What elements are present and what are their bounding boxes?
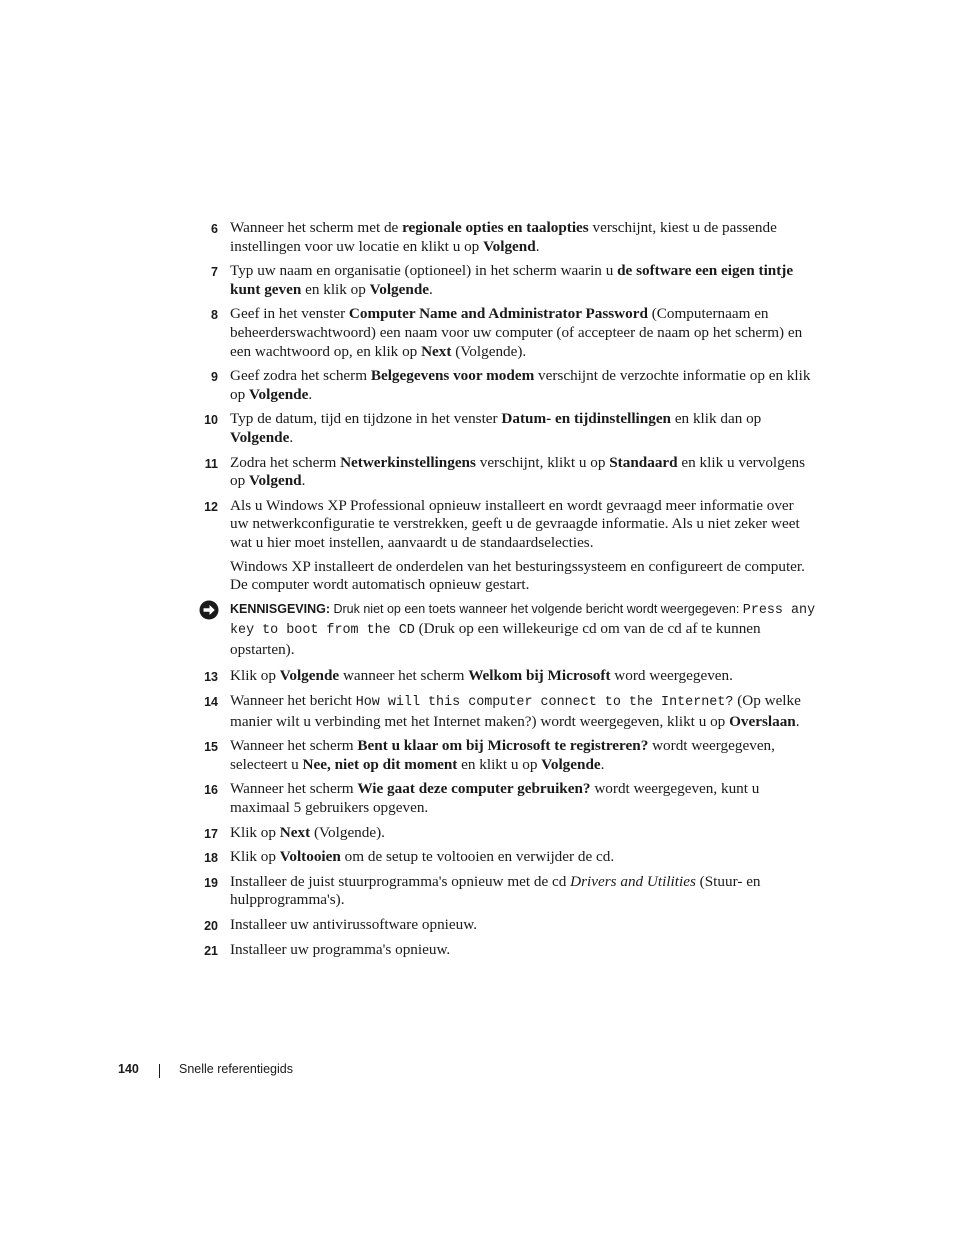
bold-term: regionale opties en taalopties	[402, 219, 589, 236]
step-text	[230, 454, 805, 490]
bold-term: Wie gaat deze computer gebruiken?	[357, 780, 591, 798]
step-text	[230, 305, 802, 359]
step-item	[196, 667, 816, 686]
bold-term: Bent u klaar om bij Microsoft te registreren?	[357, 737, 649, 755]
step-number: 16	[204, 783, 218, 798]
bold-term: Next	[421, 342, 452, 360]
text-segment: Klik op	[230, 823, 280, 841]
text-segment: .	[308, 385, 313, 403]
step-item	[196, 916, 816, 935]
text-segment: Typ de datum, tijd en tijdzone in het venster	[230, 410, 502, 428]
step-item	[196, 873, 816, 910]
step-text	[230, 262, 793, 298]
footer-divider	[159, 1064, 160, 1078]
text-segment: wordt weergegeven, kunt u maximaal 5 gebruikers opgeven.	[230, 780, 760, 817]
text-segment: Installeer uw antivirussoftware opnieuw.	[230, 916, 478, 933]
text-segment: Zodra het scherm	[230, 453, 341, 471]
step-number: 15	[204, 740, 218, 755]
bold-term: Welkom bij Microsoft	[468, 667, 611, 685]
bold-term: Volgende	[541, 755, 601, 773]
text-segment: .	[600, 755, 605, 773]
footer-title: Snelle referentiegids	[179, 1062, 293, 1076]
step-text	[230, 737, 775, 773]
text-segment: Geef in het venster	[230, 305, 349, 323]
bold-term: Nee, niet op dit moment	[302, 755, 458, 773]
step-number: 8	[211, 308, 218, 323]
bold-term: Volgende	[279, 667, 340, 685]
notice-text-after: (Druk op een willekeurige cd om van de cd af te kunnen opstarten).	[230, 620, 761, 658]
bold-term: Datum- en tijdinstellingen	[501, 410, 672, 428]
bold-term: Standaard	[609, 453, 678, 471]
text-segment: .	[795, 712, 800, 730]
text-segment: Wanneer het scherm met de	[230, 219, 403, 236]
text-segment: en klik u vervolgens op	[230, 453, 805, 490]
step-number: 14	[204, 695, 218, 710]
step-text	[230, 410, 761, 446]
text-segment: (Volgende).	[310, 823, 385, 841]
step-item	[196, 824, 816, 843]
step-text	[230, 824, 385, 841]
steps-list	[196, 219, 816, 965]
text-segment: verschijnt de verzochte informatie op en klik op	[230, 367, 811, 403]
text-segment: .	[429, 280, 433, 298]
notice-text: Druk niet op een toets wanneer het volgende bericht wordt weergegeven:	[330, 601, 743, 616]
step-number: 6	[211, 222, 218, 236]
bold-term: Volgend	[248, 472, 302, 490]
text-segment: en klik dan op	[671, 410, 762, 428]
steps-group-b	[196, 667, 816, 959]
step-number: 10	[204, 413, 218, 428]
step-text	[230, 873, 761, 909]
continuation-paragraph: Windows XP installeert de onderdelen van het besturingssysteem en configureert de computer. De computer wordt automatisch opnieuw gestart.	[230, 557, 805, 594]
step-item	[196, 262, 816, 299]
step-item	[196, 497, 816, 553]
step-text	[230, 367, 810, 403]
text-segment: Installeer de juist stuurprogramma's opnieuw met de cd	[230, 872, 571, 890]
bold-term: de software een eigen tintje kunt geven	[230, 262, 794, 298]
text-segment: Wanneer het scherm	[230, 780, 358, 798]
steps-group-a	[196, 219, 816, 553]
step-number: 9	[211, 370, 218, 385]
bold-term: Voltooien	[279, 848, 341, 866]
step-text	[230, 848, 614, 865]
step-item	[196, 780, 816, 817]
text-segment: verschijnt, kiest u de passende instellingen voor uw locatie en klikt u op	[230, 219, 777, 255]
step-number: 7	[211, 265, 218, 280]
notice-label: KENNISGEVING:	[230, 601, 331, 616]
bold-term: Belgegevens voor modem	[370, 367, 535, 385]
page-number: 140	[118, 1062, 139, 1076]
step-item	[196, 305, 816, 361]
text-segment: wordt weergegeven, selecteert u	[230, 737, 775, 773]
step-number: 12	[204, 499, 218, 514]
step-text	[230, 780, 759, 816]
step-item	[196, 219, 816, 256]
bold-term: Computer Name and Administrator Password	[348, 305, 648, 323]
text-segment: Installeer uw programma's opnieuw.	[230, 940, 451, 958]
text-segment: Klik op	[230, 848, 280, 866]
step-text	[230, 667, 733, 684]
text-segment: Klik op	[230, 667, 280, 685]
notice-arrow-icon	[199, 600, 219, 620]
text-segment: .	[289, 428, 294, 446]
step-item	[196, 692, 816, 731]
bold-term: Volgende	[248, 385, 309, 403]
step-item	[196, 454, 816, 491]
step-number: 20	[204, 919, 218, 933]
text-segment: Wanneer het scherm	[230, 737, 358, 755]
notice-block	[196, 600, 816, 660]
step-item	[196, 848, 816, 867]
bold-term: Netwerkinstellingens	[340, 453, 476, 471]
text-segment: (Op welke manier wilt u verbinding met het Internet maken?) wordt weergegeven, klikt u op	[230, 692, 801, 730]
bold-term: Volgende	[230, 428, 290, 446]
bold-term: Volgende	[369, 280, 430, 298]
text-segment: Als u Windows XP Professional opnieuw installeert en wordt gevraagd meer informatie over uw netwerkconfiguratie te verstrekken, geeft u de gevraagde informatie. Als u niet zeker weet wat u hier moet instellen, aanvaardt u de standaardselecties.	[230, 496, 800, 551]
step-text	[230, 219, 777, 255]
step-item	[196, 410, 816, 447]
step-number: 18	[204, 851, 218, 866]
text-segment: om de setup te voltooien en verwijder de cd.	[340, 848, 615, 866]
text-segment: wanneer het scherm	[339, 667, 469, 685]
step-text	[230, 497, 800, 551]
text-segment: verschijnt, klikt u op	[475, 453, 610, 471]
bold-term: Next	[279, 823, 311, 841]
text-segment: Typ uw naam en organisatie (optioneel) in het scherm waarin u	[230, 262, 618, 280]
text-segment: (Volgende).	[451, 342, 527, 360]
step-number: 13	[204, 670, 218, 685]
italic-term: Drivers and Utilities	[570, 872, 696, 890]
step-item	[196, 367, 816, 404]
text-segment: (Computernaam en beheerderswachtwoord) een naam voor uw computer (of accepteer de naam op het scherm) en een wachtwoord op, en klik op	[230, 305, 803, 360]
text-segment: .	[535, 237, 540, 255]
step-text	[230, 692, 801, 730]
step-text	[230, 941, 450, 958]
bold-term: Overslaan	[729, 712, 796, 730]
text-segment: .	[301, 472, 306, 490]
text-segment: en klikt u op	[457, 755, 542, 773]
step-number: 17	[204, 826, 218, 841]
step-text	[230, 916, 477, 933]
step-item	[196, 737, 816, 774]
step-item	[196, 941, 816, 960]
text-segment: word weergegeven.	[610, 667, 733, 685]
text-segment: Geef zodra het scherm	[230, 367, 371, 385]
step-number: 19	[204, 875, 218, 890]
step-number: 21	[204, 943, 218, 958]
text-segment: (Stuur- en hulpprogramma's).	[230, 872, 761, 909]
bold-term: Volgend	[483, 237, 536, 255]
step-number: 11	[204, 456, 218, 471]
notice-code: Press any key to boot from the CD	[230, 602, 816, 639]
text-segment: en klik op	[301, 280, 370, 298]
text-segment: Wanneer het bericht	[230, 692, 356, 710]
code-text: How will this computer connect to the Internet?	[355, 695, 734, 711]
